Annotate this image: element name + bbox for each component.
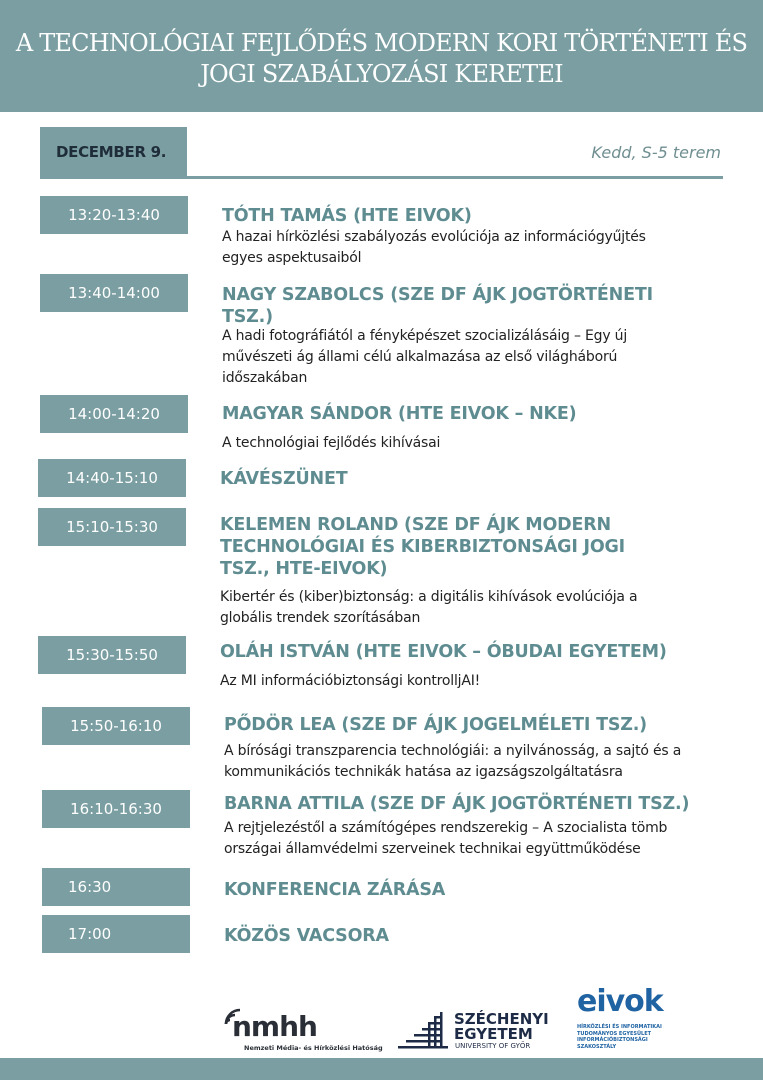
speaker-line: KELEMEN ROLAND (SZE DF ÁJK MODERN	[220, 515, 611, 535]
talk-title	[220, 587, 637, 629]
eivok-sub-line: INFORMÁCIÓBIZTONSÁGI	[577, 1037, 648, 1043]
time-slot: 14:40-15:10	[38, 459, 186, 497]
speaker-line: KONFERENCIA ZÁRÁSA	[224, 880, 446, 900]
talk-line: A technológiai fejlődés kihívásai	[222, 435, 441, 451]
nmhh-logo	[224, 1008, 394, 1056]
speaker-line: TÓTH TAMÁS (HTE EIVOK)	[222, 206, 472, 226]
eivok-sub-line: TUDOMÁNYOS EGYESÜLET	[577, 1030, 652, 1037]
talk-line: A hazai hírközlési szabályozás evolúciója az információgyűjtés	[222, 229, 646, 245]
speaker-name	[220, 514, 625, 580]
speaker-line: TECHNOLÓGIAI ÉS KIBERBIZTONSÁGI JOGI	[220, 537, 625, 557]
speaker-name	[222, 205, 472, 227]
time-slot: 15:10-15:30	[38, 508, 186, 546]
szechenyi-line-2: EGYETEM	[454, 1025, 533, 1043]
title-line-2: JOGI SZABÁLYOZÁSI KERETEI	[200, 60, 563, 88]
speaker-name	[220, 468, 347, 490]
speaker-line: KÖZÖS VACSORA	[224, 926, 389, 946]
talk-title	[222, 227, 646, 269]
talk-title	[222, 326, 627, 389]
time-slot: 15:50-16:10	[42, 707, 190, 745]
speaker-line: OLÁH ISTVÁN (HTE EIVOK – ÓBUDAI EGYETEM)	[220, 642, 667, 662]
speaker-line: BARNA ATTILA (SZE DF ÁJK JOGTÖRTÉNETI TSZ.)	[224, 794, 690, 814]
speaker-name	[224, 879, 445, 901]
footer-bar	[0, 1058, 763, 1080]
time-slot: 13:20-13:40	[40, 196, 188, 234]
speaker-line: TSZ.)	[222, 307, 273, 327]
nmhh-wordmark: nmhh	[232, 1010, 317, 1043]
eivok-subtitle	[577, 1024, 662, 1050]
talk-line: művészeti ág állami célú alkalmazása az első világháború	[222, 349, 618, 365]
speaker-line: PŐDÖR LEA (SZE DF ÁJK JOGELMÉLETI TSZ.)	[224, 715, 647, 735]
talk-line: Kibertér és (kiber)biztonság: a digitális kihívások evolúciója a	[220, 589, 638, 605]
eivok-wordmark: eivok	[577, 984, 663, 1019]
date-label: DECEMBER 9.	[56, 143, 167, 161]
eivok-logo	[577, 984, 697, 1056]
nmhh-fullname: Nemzeti Média- és Hírközlési Hatóság	[244, 1044, 383, 1052]
talk-title	[224, 818, 667, 860]
talk-line: A bírósági transzparencia technológiái: a nyilvánosság, a sajtó és a	[224, 743, 682, 759]
talk-line: kommunikációs technikák hatása az igazságszolgáltatásra	[224, 764, 623, 780]
talk-line: Az MI információbiztonsági kontrolljAI!	[220, 673, 481, 689]
talk-line: időszakában	[222, 370, 308, 386]
talk-line: globális trendek szorításában	[220, 610, 421, 626]
eivok-sub-line: SZAKOSZTÁLY	[577, 1043, 617, 1050]
time-slot: 13:40-14:00	[40, 274, 188, 312]
talk-title	[220, 671, 480, 692]
speaker-line: TSZ., HTE-EIVOK)	[220, 559, 388, 579]
speaker-name	[224, 793, 689, 815]
time-slot: 14:00-14:20	[40, 395, 188, 433]
speaker-line: MAGYAR SÁNDOR (HTE EIVOK – NKE)	[222, 404, 577, 424]
speaker-name	[220, 641, 667, 663]
time-slot: 17:00	[42, 915, 190, 953]
talk-title	[222, 433, 440, 454]
szechenyi-subtitle: UNIVERSITY OF GYŐR	[455, 1042, 531, 1050]
time-slot: 16:30	[42, 868, 190, 906]
time-slot: 16:10-16:30	[42, 790, 190, 828]
speaker-line: NAGY SZABOLCS (SZE DF ÁJK JOGTÖRTÉNETI	[222, 285, 653, 305]
time-slot: 15:30-15:50	[38, 636, 186, 674]
szechenyi-line-1: SZÉCHENYI	[454, 1010, 549, 1028]
page-title	[10, 28, 753, 90]
szechenyi-emblem-icon	[398, 1012, 448, 1052]
speaker-line: KÁVÉSZÜNET	[220, 469, 348, 489]
talk-line: A rejtjelezéstől a számítógépes rendszerekig – A szocialista tömb	[224, 820, 668, 836]
szechenyi-logo	[398, 1010, 558, 1056]
talk-title	[224, 741, 681, 783]
talk-line: országai államvédelmi szerveinek technikai együttműködése	[224, 841, 641, 857]
talk-line: egyes aspektusaiból	[222, 250, 362, 266]
szechenyi-name	[454, 1012, 549, 1042]
eivok-sub-line: HÍRKÖZLÉSI ÉS INFORMATIKAI	[577, 1024, 662, 1030]
speaker-name	[224, 714, 647, 736]
talk-line: A hadi fotográfiától a fényképészet szocializálásáig – Egy új	[222, 328, 628, 344]
speaker-name	[222, 284, 653, 328]
date-divider	[187, 176, 723, 179]
speaker-name	[222, 403, 576, 425]
day-room-label: Kedd, S-5 terem	[591, 143, 721, 162]
title-line-1: A TECHNOLÓGIAI FEJLŐDÉS MODERN KORI TÖRTÉNETI ÉS	[15, 29, 748, 57]
speaker-name	[224, 925, 389, 947]
